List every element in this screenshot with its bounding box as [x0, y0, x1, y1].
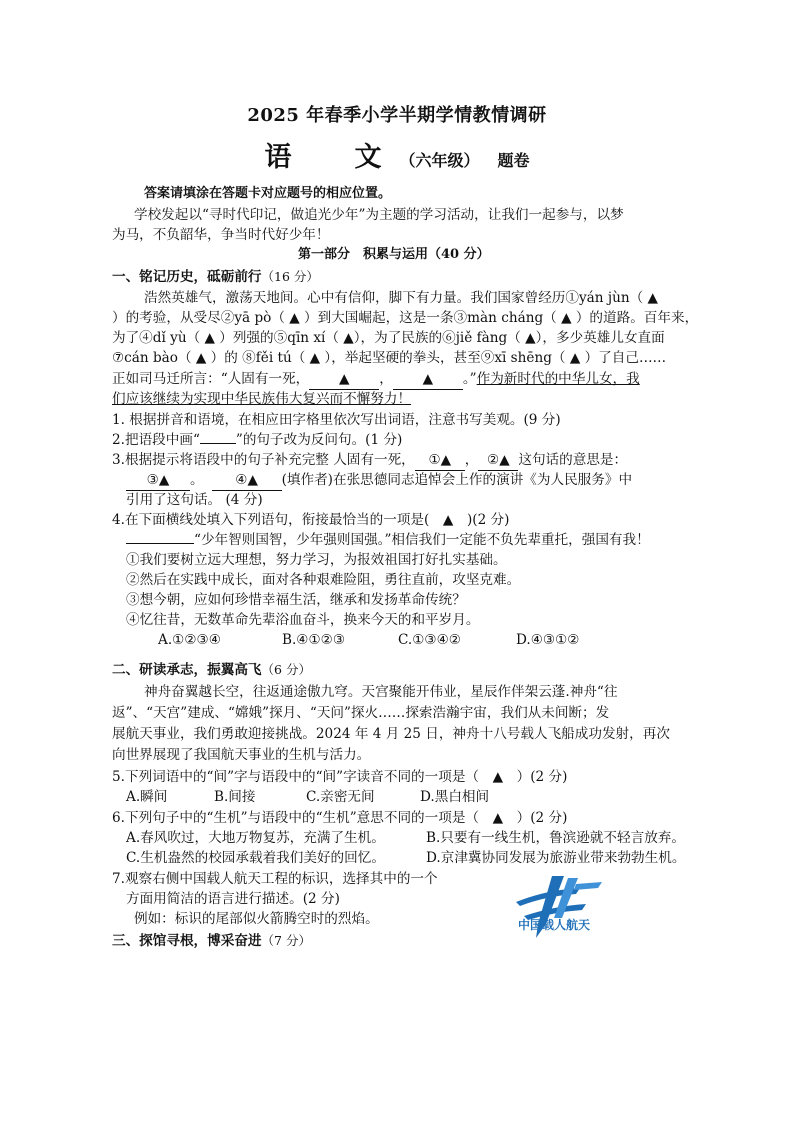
- section2-score: （6 分）: [261, 662, 311, 677]
- quote-blank-1: ▲: [309, 369, 379, 390]
- q6-option-d: D.京津冀协同发展为旅游业带来勃勃生机。: [426, 850, 686, 866]
- question-3: [112, 450, 627, 471]
- q3-text-a: 3.根据提示将语段中的句子补充完整 人固有一死，: [112, 452, 415, 468]
- question-5: 5.下列词语中的“间”字与语段中的“间”字读音不同的一项是（ ▲ ）(2 分): [112, 769, 568, 785]
- question-2: [112, 430, 402, 450]
- q4-option-d: D.④③①②: [516, 632, 580, 648]
- q3-blank-3: ③▲: [126, 470, 190, 491]
- question-3-line-3: 引用了这句话。 (4 分): [126, 492, 263, 508]
- question-1: 1. 根据拼音和语境，在相应田字格里依次写出词语，注意书写美观。(9 分): [112, 412, 561, 428]
- s2-passage-3: 展航天事业，我们勇敢迎接挑战。2024 年 4 月 25 日，神舟十八号载人飞船成功发射，再次: [112, 726, 670, 742]
- q2-text-b: ”的句子改为反问句。(1 分): [235, 432, 403, 448]
- q4-item-1: ①我们要树立远大理想，努力学习，为报效祖国打好扎实基础。: [126, 552, 507, 568]
- grade-label: （六年级）: [399, 151, 480, 170]
- question-4: 4.在下面横线处填入下列语句，衔接最恰当的一项是( ▲ )(2 分): [112, 512, 510, 528]
- q3-blank-4: ④▲: [212, 470, 282, 491]
- q4-blank: [126, 543, 194, 544]
- underlined-sentence-2: 们应该继续为实现中华民族伟大复兴而不懈努力！: [112, 391, 412, 407]
- s1-passage-2: ）的考验，从受尽②yā pò（ ▲ ）到大国崛起，这是一条③màn cháng（ ▲ ）的道路。百年来，: [112, 310, 699, 326]
- paper-label: 题卷: [497, 151, 530, 170]
- section1-heading: [112, 267, 319, 287]
- s2-passage-1: 神舟奋翼越长空，往返通途傲九穹。天宫聚能开伟业，星辰作伴架云蓬.神舟“往: [144, 684, 618, 700]
- part1-title: 第一部分 积累与运用（40 分）: [298, 247, 490, 262]
- section3-score: （7 分）: [261, 933, 311, 948]
- logo-mark-icon: [506, 872, 634, 944]
- question-7-example: 例如：标识的尾部似火箭腾空时的烈焰。: [134, 911, 379, 927]
- q6-option-b: B.只要有一线生机，鲁滨逊就不轻言放弃。: [426, 830, 685, 846]
- q5-option-d: D.黑白相间: [420, 789, 490, 805]
- question-4-quote-line: [126, 530, 650, 550]
- section3-title: 三、探馆寻根，博采奋进: [112, 933, 262, 949]
- q4-option-a: A.①②③④: [158, 632, 221, 648]
- quote-blank-2: ▲: [393, 369, 463, 390]
- section1-score: （16 分）: [261, 269, 319, 284]
- question-6: 6.下列句子中的“生机”与语段中的“生机”意思不同的一项是（ ▲ ）(2 分): [112, 810, 568, 826]
- q2-blank: [200, 443, 236, 444]
- intro-line-1: 学校发起以“寻时代印记，做追光少年”为主题的学习活动，让我们一起参与，以梦: [134, 207, 624, 223]
- q3-comma: ，: [464, 452, 479, 468]
- q3-text-c: 这句话的意思是：: [518, 452, 628, 468]
- q4-option-c: C.①③④②: [398, 632, 461, 648]
- subject-label: 语 文: [264, 142, 400, 173]
- question-3-line-2: [126, 470, 632, 491]
- s1-passage-1: 浩然英雄气，激荡天地间。心中有信仰，脚下有力量。我们国家曾经历①yán jùn（ ▲: [144, 290, 658, 306]
- china-manned-space-logo: [506, 872, 634, 944]
- logo-text: 中国载人航天: [518, 918, 591, 932]
- section2-title: 二、研读承志，振翼高飞: [112, 662, 262, 678]
- s1-quote-end: ”: [469, 371, 477, 387]
- s1-quote-start: 正如司马迁所言：“人固有一死，: [112, 371, 310, 387]
- q4-item-2: ②然后在实践中成长，面对各种艰难险阻，勇往直前，攻坚克难。: [126, 572, 521, 588]
- q4-item-4: ④忆往昔，无数革命先辈浴血奋斗，换来今天的和平岁月。: [126, 612, 480, 628]
- q2-text-a: 2.把语段中画“: [112, 432, 200, 448]
- q3-blank-1: ①▲: [415, 450, 465, 471]
- section3-heading: [112, 931, 311, 951]
- section2-heading: [112, 660, 311, 680]
- section1-title: 一、铭记历史，砥砺前行: [112, 269, 262, 285]
- s2-passage-4: 向世界展现了我国航天事业的生机与活力。: [112, 747, 371, 763]
- s1-passage-4: ⑦cán bào（ ▲ ）的 ⑧fěi tú（ ▲ ），举起坚硬的拳头，甚至⑨xī shēng（ ▲ ）了自己……: [112, 350, 667, 366]
- s1-passage-3: 为了④dǐ yù（ ▲ ）列强的⑤qīn xí（ ▲），为了民族的⑥jiě fàng（ ▲），多少英雄儿女直面: [112, 330, 665, 346]
- q6-option-a: A.春风吹过，大地万物复苏，充满了生机。: [126, 830, 385, 846]
- q4-option-b: B.④①②③: [282, 632, 346, 648]
- question-7-line-2: 方面用简洁的语言进行描述。(2 分): [126, 891, 340, 907]
- q3-period: 。: [190, 472, 204, 488]
- q5-option-c: C.亲密无间: [306, 789, 375, 805]
- question-7-line-1: 7.观察右侧中国载人航天工程的标识，选择其中的一个: [112, 871, 438, 887]
- q3-text-e: (填作者)在张思德同志追悼会上作的演讲《为人民服务》中: [281, 472, 633, 488]
- q5-option-a: A.瞬间: [126, 789, 168, 805]
- q5-option-b: B.间接: [214, 789, 256, 805]
- exam-title: 2025 年春季小学半期学情教情调研: [247, 105, 547, 126]
- q6-option-c: C.生机盎然的校园承载着我们美好的回忆。: [126, 850, 385, 866]
- underlined-sentence-1: 作为新时代的中华儿女，我: [476, 371, 640, 387]
- q4-item-3: ③想今朝，应如何珍惜幸福生活，继承和发扬革命传统？: [126, 592, 466, 608]
- s1-passage-5: 正如司马迁所言：“人固有一死， ▲ ， ▲ 。”作为新时代的中华儿女，我: [112, 369, 640, 390]
- answer-notice: 答案请填涂在答题卡对应题号的相应位置。: [144, 186, 392, 201]
- q3-blank-2: ②▲: [478, 450, 518, 471]
- intro-line-2: 为马，不负韶华，争当时代好少年！: [112, 227, 330, 243]
- exam-subtitle: [0, 135, 794, 174]
- q4-quote: “少年智则国智，少年强则国强。”相信我们一定能不负先辈重托，强国有我！: [194, 532, 650, 548]
- s2-passage-2: 返”、“天宫”建成、“嫦娥”探月、“天问”探火……探索浩瀚宇宙，我们从未间断；发: [112, 705, 610, 721]
